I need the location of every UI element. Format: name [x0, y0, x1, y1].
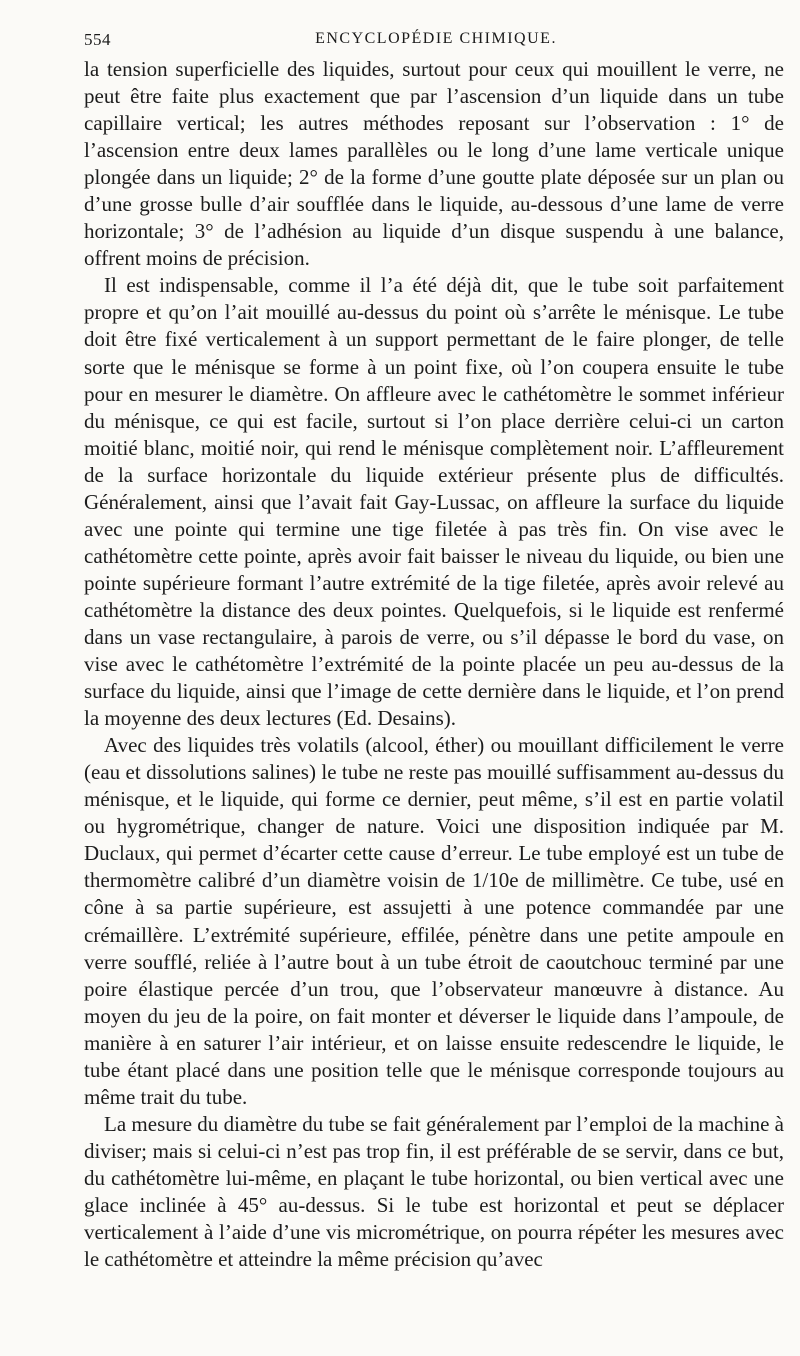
paragraph-tube-cleanliness: Il est indispensable, comme il l’a été déjà dit, que le tube soit parfaitement propre et qu’on l’ait mouillé au-dessus du point où s’arrête le ménisque. Le tube doit être fixé verticalement à un support permettant de le faire plonger, de telle sorte que le ménisque se forme à un point fixe, où l’on coupera ensuite le tube pour en mesurer le diamètre. On affleure avec le cathétomètre le sommet inférieur du ménisque, ce qui est facile, surtout si l’on place derrière celui-ci un carton moitié blanc, moitié noir, qui rend le ménisque complètement noir. L’affleurement de la surface horizontale du liquide extérieur présente plus de difficultés. Généralement, ainsi que l’avait fait Gay-Lussac, on affleure la surface du liquide avec une pointe qui termine une tige filetée à pas très fin. On vise avec le cathétomètre cette pointe, après avoir fait baisser le niveau du liquide, ou bien une pointe supérieure formant l’autre extrémité de la tige filetée, après avoir relevé au cathétomètre la distance des deux pointes. Quelquefois, si le liquide est renfermé dans un vase rectangulaire, à parois de verre, ou s’il dépasse le bord du vase, on vise avec le cathétomètre l’extrémité de la pointe placée un peu au-dessus de la surface du liquide, ainsi que l’image de cette dernière dans le liquide, et l’on prend la moyenne des deux lectures (Ed. Desains).: [84, 273, 784, 731]
paragraph-volatile-liquids: Avec des liquides très volatils (alcool, éther) ou mouillant difficilement le verre (eau et dissolutions salines) le tube ne reste pas mouillé suffisamment au-dessus du ménisque, et le liquide, qui forme ce dernier, peut même, s’il est en partie volatil ou hygrométrique, changer de nature. Voici une disposition indiquée par M. Duclaux, qui permet d’écarter cette cause d’erreur. Le tube employé est un tube de thermomètre calibré d’un diamètre voisin de 1/10e de millimètre. Ce tube, usé en cône à sa partie supérieure, est assujetti à une potence commandée par une crémaillère. L’extrémité supérieure, effilée, pénètre dans une petite ampoule en verre soufflé, reliée à l’autre bout à un tube étroit de caoutchouc terminé par une poire élastique percée d’un trou, que l’observateur manœuvre à distance. Au moyen du jeu de la poire, on fait monter et déverser le liquide dans l’ampoule, de manière à en saturer l’air intérieur, et on laisse ensuite redescendre le liquide, le tube étant placé dans une position telle que le ménisque corresponde toujours au même trait du tube.: [84, 733, 784, 1109]
page-number: 554: [84, 30, 111, 49]
paragraph-diameter-measurement: La mesure du diamètre du tube se fait généralement par l’emploi de la machine à diviser; mais si celui-ci n’est pas trop fin, il est préférable de se servir, dans ce but, du cathétomètre lui-même, en plaçant le tube horizontal, ou bien vertical avec une glace inclinée à 45° au-dessus. Si le tube est horizontal et peut se déplacer verticalement à l’aide d’une vis micrométrique, on pourra répéter les mesures avec le cathétomètre et atteindre la même précision qu’avec: [84, 1111, 784, 1272]
page-header: [84, 30, 788, 56]
body-text: [84, 56, 784, 1273]
running-title: ENCYCLOPÉDIE CHIMIQUE.: [315, 30, 557, 47]
paragraph-continuation: la tension superficielle des liquides, surtout pour ceux qui mouillent le verre, ne peut être faite plus exactement que par l’ascension d’un liquide dans un tube capillaire vertical; les autres méthodes reposant sur l’observation : 1° de l’ascension entre deux lames parallèles ou le long d’une lame verticale unique plongée dans un liquide; 2° de la forme d’une goutte plate déposée sur un plan ou d’une grosse bulle d’air soufflée dans le liquide, au-dessous d’une lame de verre horizontale; 3° de l’adhésion au liquide d’un disque suspendu à une balance, offrent moins de précision.: [84, 57, 784, 271]
